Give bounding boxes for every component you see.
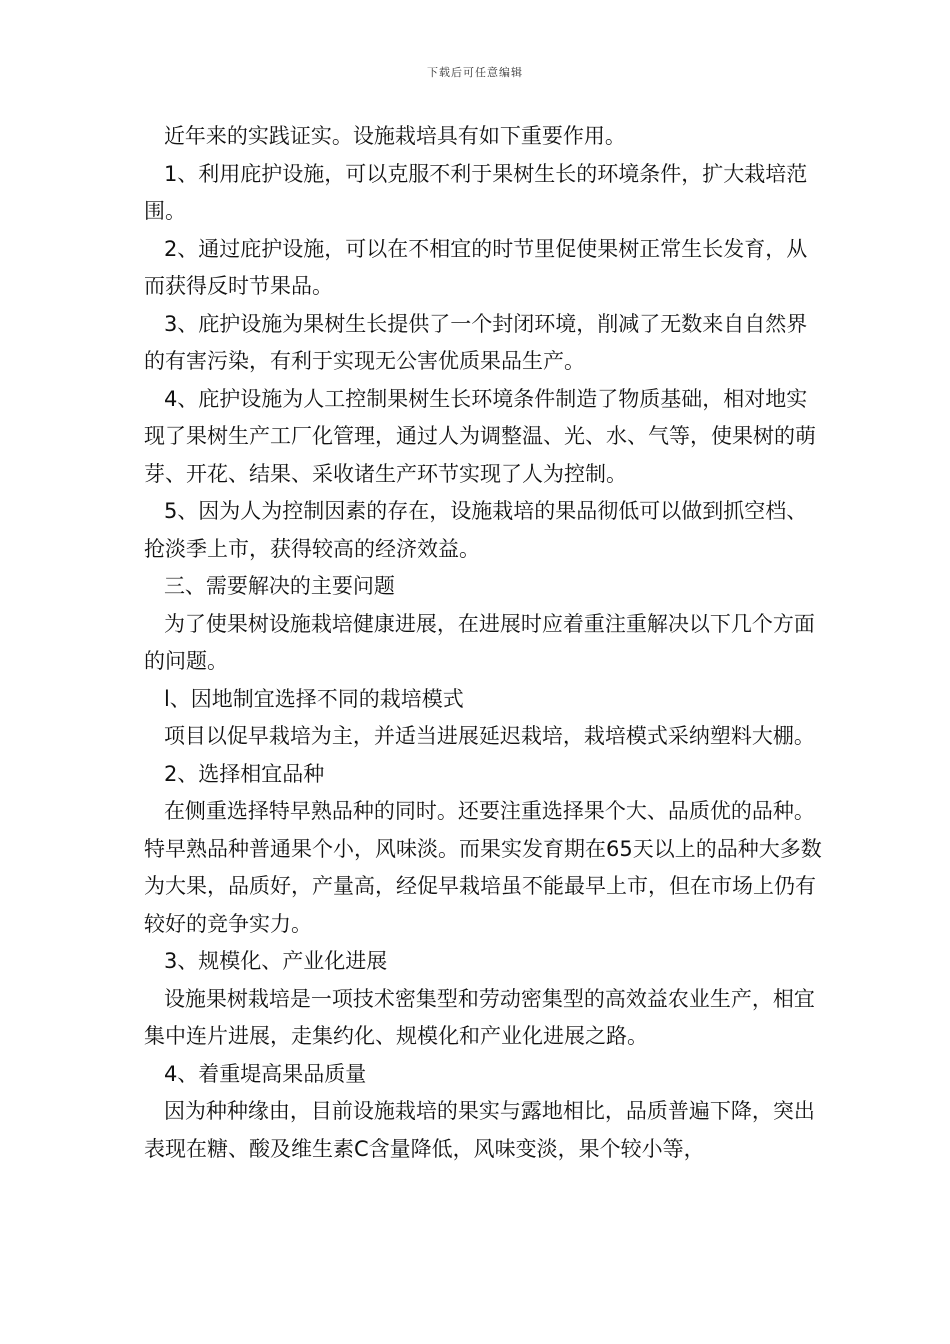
page-header-note: 下载后可任意编辑 (427, 66, 523, 79)
paragraph: 设施果树栽培是一项技术密集型和劳动密集型的高效益农业生产，相宜集中连片进展，走集约化、规模化和产业化进展之路。 (144, 986, 815, 1048)
paragraph: 4、庇护设施为人工控制果树生长环境条件制造了物质基础，相对地实现了果树生产工厂化管理，通过人为调整温、光、水、气等，使果树的萌芽、开花、结果、采收诸生产环节实现了人为控制。 (144, 386, 816, 486)
paragraph: 因为种种缘由，目前设施栽培的果实与露地相比，品质普遍下降，突出表现在糖、酸及维生素C含量降低，风味变淡，果个较小等， (144, 1099, 815, 1161)
paragraph: 5、因为人为控制因素的存在，设施栽培的果品彻低可以做到抓空档、抢淡季上市，获得较高的经济效益。 (144, 499, 808, 561)
paragraph: 项目以促早栽培为主，并适当进展延迟栽培，栽培模式采纳塑料大棚。 (163, 724, 815, 748)
paragraph: 在侧重选择特早熟品种的同时。还要注重选择果个大、品质优的品种。特早熟品种普通果个小，风味淡。而果实发育期在65天以上的品种大多数为大果，品质好，产量高，经促早栽培虽不能最早上市，但在市场上仍有较好的竞争实力。 (144, 799, 822, 936)
subsection-heading: 2、选择相宜品种 (163, 761, 325, 786)
subsection-heading: 4、着重堤高果品质量 (163, 1061, 367, 1086)
paragraph: 近年来的实践证实。设施栽培具有如下重要作用。 (163, 124, 626, 148)
paragraph: 2、通过庇护设施，可以在不相宜的时节里促使果树正常生长发育，从而获得反时节果品。 (144, 236, 808, 298)
paragraph: 3、庇护设施为果树生长提供了一个封闭环境，削减了无数来自自然界的有害污染，有利于实现无公害优质果品生产。 (144, 311, 808, 373)
subsection-heading: l、因地制宜选择不同的栽培模式 (163, 686, 464, 711)
section-heading: 三、需要解决的主要问题 (163, 574, 395, 598)
paragraph: 1、利用庇护设施，可以克服不利于果树生长的环境条件，扩大栽培范围。 (144, 161, 808, 223)
paragraph: 为了使果树设施栽培健康进展，在进展时应着重注重解决以下几个方面的问题。 (144, 611, 815, 673)
document-body (144, 118, 824, 1168)
subsection-heading: 3、规模化、产业化进展 (163, 949, 388, 973)
